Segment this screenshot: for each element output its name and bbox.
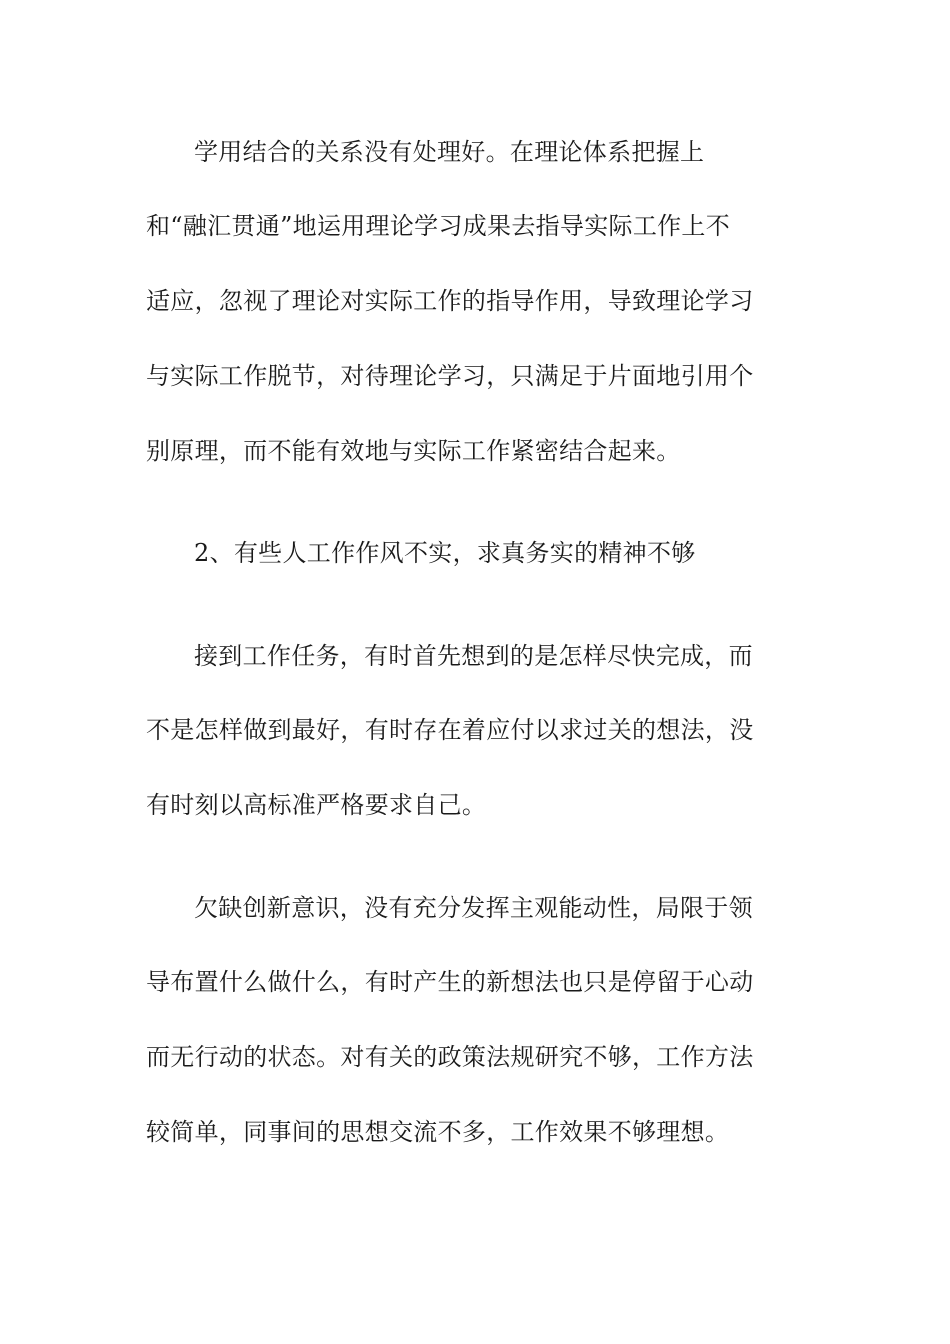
paragraph-1-line-3: 适应，忽视了理论对实际工作的指导作用，导致理论学习 (146, 287, 754, 315)
paragraph-3-line-4: 较简单，同事间的思想交流不多，工作效果不够理想。 (146, 1118, 730, 1146)
paragraph-2-line-2: 不是怎样做到最好，有时存在着应付以求过关的想法，没 (146, 716, 754, 744)
paragraph-1-line-2: 和“融汇贯通”地运用理论学习成果去指导实际工作上不 (146, 212, 731, 240)
paragraph-3-line-1: 欠缺创新意识，没有充分发挥主观能动性，局限于领 (194, 894, 753, 922)
paragraph-1-line-1: 学用结合的关系没有处理好。在理论体系把握上 (194, 138, 705, 166)
paragraph-1-line-4: 与实际工作脱节，对待理论学习，只满足于片面地引用个 (146, 362, 754, 390)
paragraph-2-line-1: 接到工作任务，有时首先想到的是怎样尽快完成，而 (194, 642, 753, 670)
section-heading-2: 2、有些人工作作风不实，求真务实的精神不够 (194, 539, 696, 567)
paragraph-2-line-3: 有时刻以高标准严格要求自己。 (146, 791, 487, 819)
paragraph-1-line-5: 别原理，而不能有效地与实际工作紧密结合起来。 (146, 437, 681, 465)
paragraph-3-line-3: 而无行动的状态。对有关的政策法规研究不够，工作方法 (146, 1043, 754, 1071)
paragraph-3-line-2: 导布置什么做什么，有时产生的新想法也只是停留于心动 (146, 968, 754, 996)
